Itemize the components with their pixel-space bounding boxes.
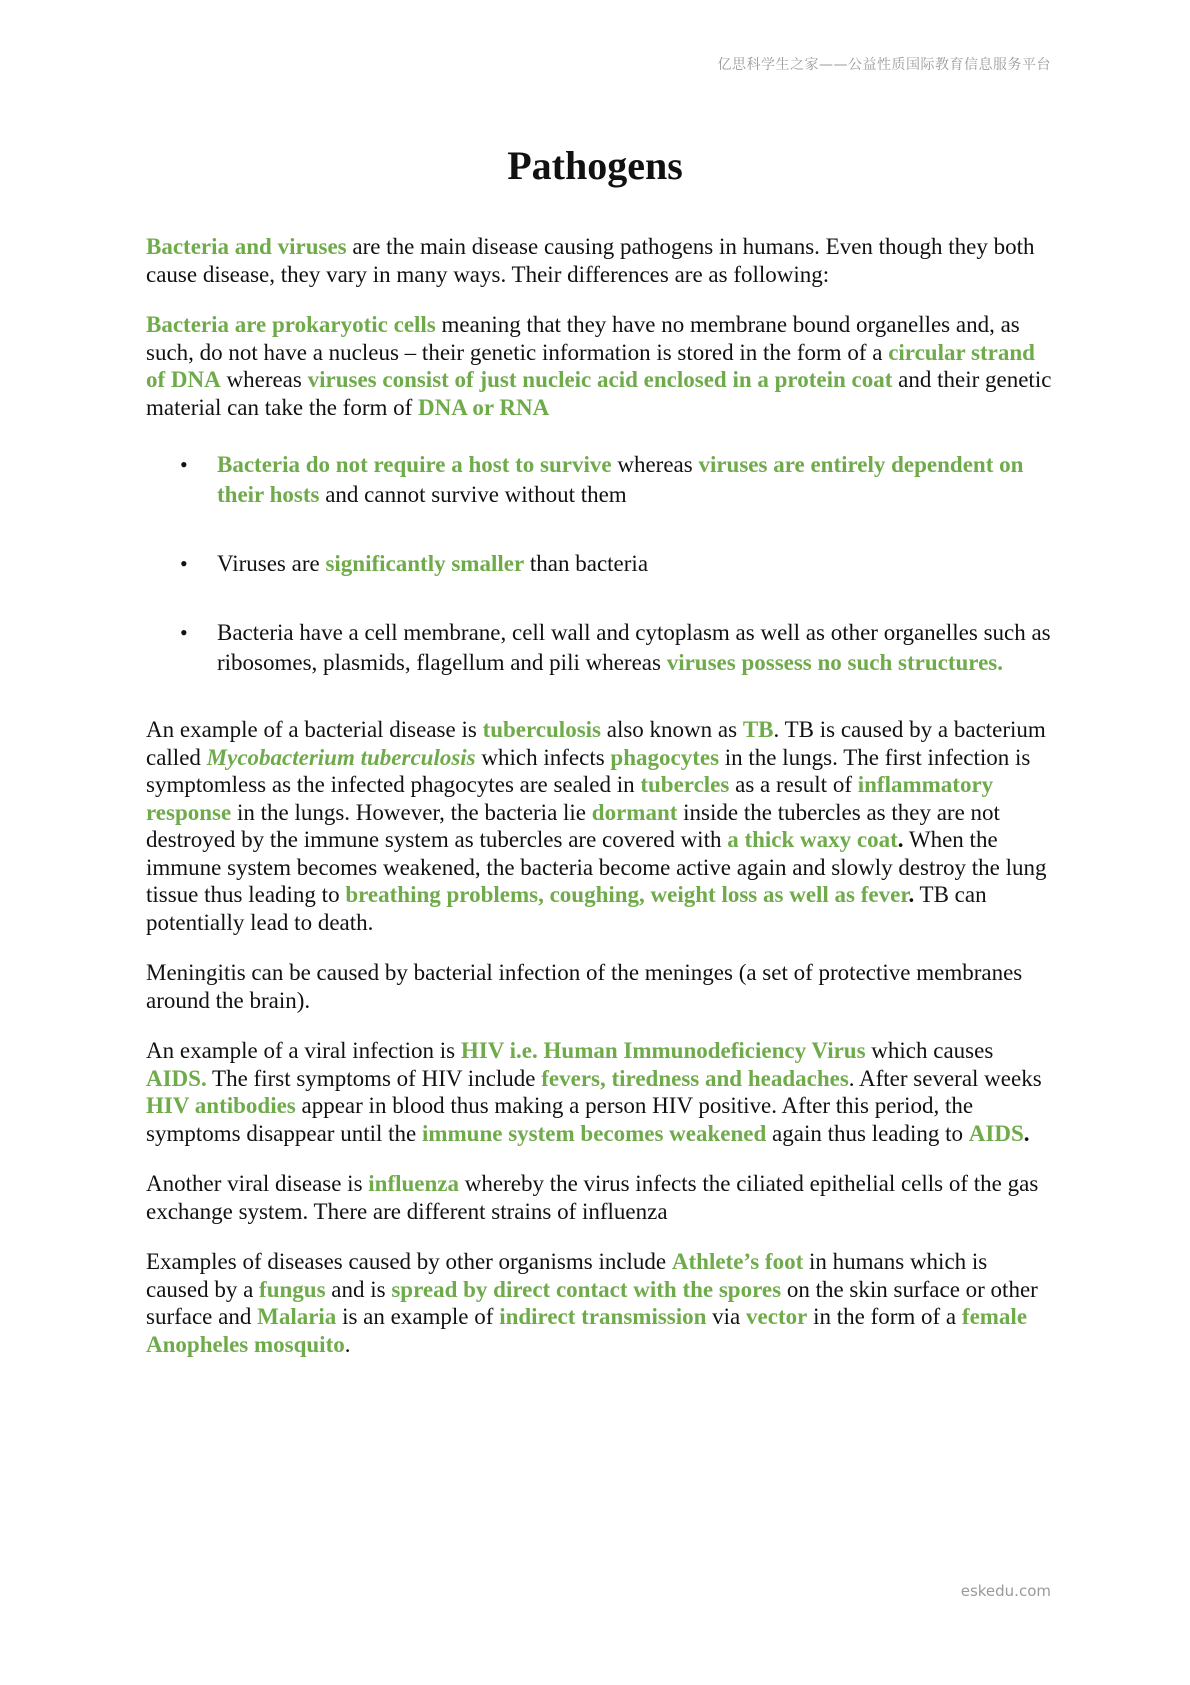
tuberculosis-paragraph bbox=[146, 716, 1052, 936]
highlighted-term: female Anopheles mosquito bbox=[146, 1304, 1028, 1357]
highlighted-term: a thick waxy coat bbox=[727, 827, 898, 852]
text-run: which causes bbox=[865, 1038, 994, 1063]
highlighted-term: viruses are entirely dependent on their hosts bbox=[217, 452, 1024, 507]
highlighted-term: HIV antibodies bbox=[146, 1093, 296, 1118]
text-run: Examples of diseases caused by other organisms include bbox=[146, 1249, 672, 1274]
highlighted-term: influenza bbox=[368, 1171, 460, 1196]
text-run: The first symptoms of HIV include bbox=[206, 1065, 542, 1091]
influenza-paragraph bbox=[146, 1170, 1052, 1225]
highlighted-term: inflammatory response bbox=[146, 772, 994, 825]
highlighted-term: Athlete’s foot bbox=[671, 1249, 804, 1274]
list-item bbox=[146, 549, 1052, 579]
text-run: TB can potentially lead to death. bbox=[146, 882, 987, 935]
text-run: in the lungs. However, the bacteria lie bbox=[231, 799, 592, 825]
text-run: and cannot survive without them bbox=[319, 482, 627, 507]
differences-list bbox=[146, 450, 1052, 678]
highlighted-term: tubercles bbox=[640, 772, 730, 797]
highlighted-term: TB bbox=[742, 717, 774, 742]
text-run: . bbox=[344, 1331, 351, 1357]
text-run: inside the tubercles as they are not destroyed by the immune system as tubercles are covered with bbox=[146, 799, 1000, 852]
highlighted-term: HIV i.e. Human Immunodeficiency Virus bbox=[460, 1038, 866, 1063]
highlighted-term: viruses possess no such structures. bbox=[666, 650, 1004, 675]
highlighted-term: tuberculosis bbox=[482, 717, 601, 742]
text-run: appear in blood thus making a person HIV positive. After this period, the symptoms disappear until the bbox=[146, 1093, 974, 1146]
meningitis-paragraph bbox=[146, 959, 1052, 1014]
text-run: whereas bbox=[611, 452, 699, 477]
highlighted-term: breathing problems, coughing, weight loss as well as fever bbox=[345, 882, 909, 907]
highlighted-term: phagocytes bbox=[610, 744, 720, 770]
other-organisms-paragraph bbox=[146, 1248, 1052, 1358]
structure-paragraph bbox=[146, 311, 1052, 421]
text-run: also known as bbox=[601, 717, 743, 742]
highlighted-term: DNA or RNA bbox=[418, 394, 550, 420]
highlighted-term: immune system becomes weakened bbox=[421, 1120, 767, 1146]
highlighted-term: fevers, tiredness and headaches bbox=[541, 1065, 849, 1091]
text-run: and their genetic material can take the form of bbox=[146, 367, 1052, 420]
list-item bbox=[146, 450, 1052, 510]
highlighted-term: Bacteria are prokaryotic cells bbox=[146, 312, 436, 337]
text-run: . bbox=[897, 827, 904, 852]
text-run: . bbox=[1023, 1120, 1030, 1146]
text-run: and is bbox=[325, 1276, 392, 1302]
text-run: Viruses are bbox=[217, 551, 326, 576]
text-run: whereas bbox=[220, 367, 308, 392]
text-run: is an example of bbox=[336, 1304, 500, 1329]
text-run: again thus leading to bbox=[766, 1120, 969, 1146]
highlighted-term: viruses consist of just nucleic acid enclosed in a protein coat bbox=[307, 367, 893, 392]
text-run: Bacteria have a cell membrane, cell wall and cytoplasm as well as other organelles such as ribosomes, plasmids, flagellum and pili whereas bbox=[217, 620, 1051, 675]
intro-paragraph bbox=[146, 233, 1052, 288]
text-run: are the main disease causing pathogens in humans. Even though they both cause disease, they vary in many ways. Their differences are as following: bbox=[146, 234, 1035, 287]
text-run: whereby the virus infects the ciliated epithelial cells of the gas exchange system. There are different strains of influenza bbox=[146, 1171, 1039, 1224]
highlighted-term: Bacteria do not require a host to survive bbox=[217, 452, 612, 477]
highlighted-term: Bacteria and viruses bbox=[146, 234, 347, 259]
text-run: Meningitis can be caused by bacterial infection of the meninges (a set of protective membranes around the brain). bbox=[146, 960, 1023, 1013]
text-run: as a result of bbox=[729, 772, 858, 797]
highlighted-term: AIDS bbox=[968, 1120, 1024, 1146]
text-run: than bacteria bbox=[524, 551, 649, 576]
highlighted-term: AIDS. bbox=[146, 1065, 207, 1091]
text-run: in humans which is caused by a bbox=[146, 1249, 988, 1302]
page-title: Pathogens bbox=[507, 143, 683, 188]
footer-domain: eskedu.com bbox=[960, 1582, 1051, 1600]
highlighted-term: vector bbox=[746, 1304, 808, 1329]
highlighted-term: dormant bbox=[591, 799, 678, 825]
highlighted-term: circular strand of DNA bbox=[146, 339, 1035, 392]
text-run: on the skin surface or other surface and bbox=[146, 1276, 1038, 1329]
text-run: . TB is caused by a bacterium called bbox=[146, 717, 1046, 770]
highlighted-term: significantly smaller bbox=[325, 551, 525, 576]
site-header-text: 亿思科学生之家——公益性质国际教育信息服务平台 bbox=[717, 57, 1051, 73]
text-run: . After several weeks bbox=[848, 1065, 1042, 1091]
text-run: When the immune system becomes weakened, the bacteria become active again and slowly destroy the lung tissue thus leading to bbox=[146, 827, 1047, 907]
highlighted-term: fungus bbox=[259, 1276, 326, 1302]
highlighted-term: spread by direct contact with the spores bbox=[391, 1276, 782, 1302]
hiv-paragraph bbox=[146, 1037, 1052, 1147]
highlighted-term: indirect transmission bbox=[499, 1304, 707, 1329]
text-run: An example of a bacterial disease is bbox=[146, 717, 483, 742]
text-run: Another viral disease is bbox=[146, 1171, 369, 1196]
text-run: in the form of a bbox=[807, 1304, 962, 1329]
highlighted-term: Mycobacterium tuberculosis bbox=[206, 744, 476, 770]
text-run: An example of a viral infection is bbox=[146, 1038, 461, 1063]
list-item bbox=[146, 618, 1052, 678]
text-run: via bbox=[706, 1304, 747, 1329]
text-run: . bbox=[908, 882, 915, 907]
text-run: which infects bbox=[475, 744, 611, 770]
document-body bbox=[146, 233, 1052, 1358]
highlighted-term: Malaria bbox=[257, 1304, 337, 1329]
text-run: meaning that they have no membrane bound organelles and, as such, do not have a nucleus – their genetic information is stored in the form of a bbox=[146, 312, 1020, 365]
text-run: in the lungs. The first infection is symptomless as the infected phagocytes are sealed in bbox=[146, 744, 1031, 797]
